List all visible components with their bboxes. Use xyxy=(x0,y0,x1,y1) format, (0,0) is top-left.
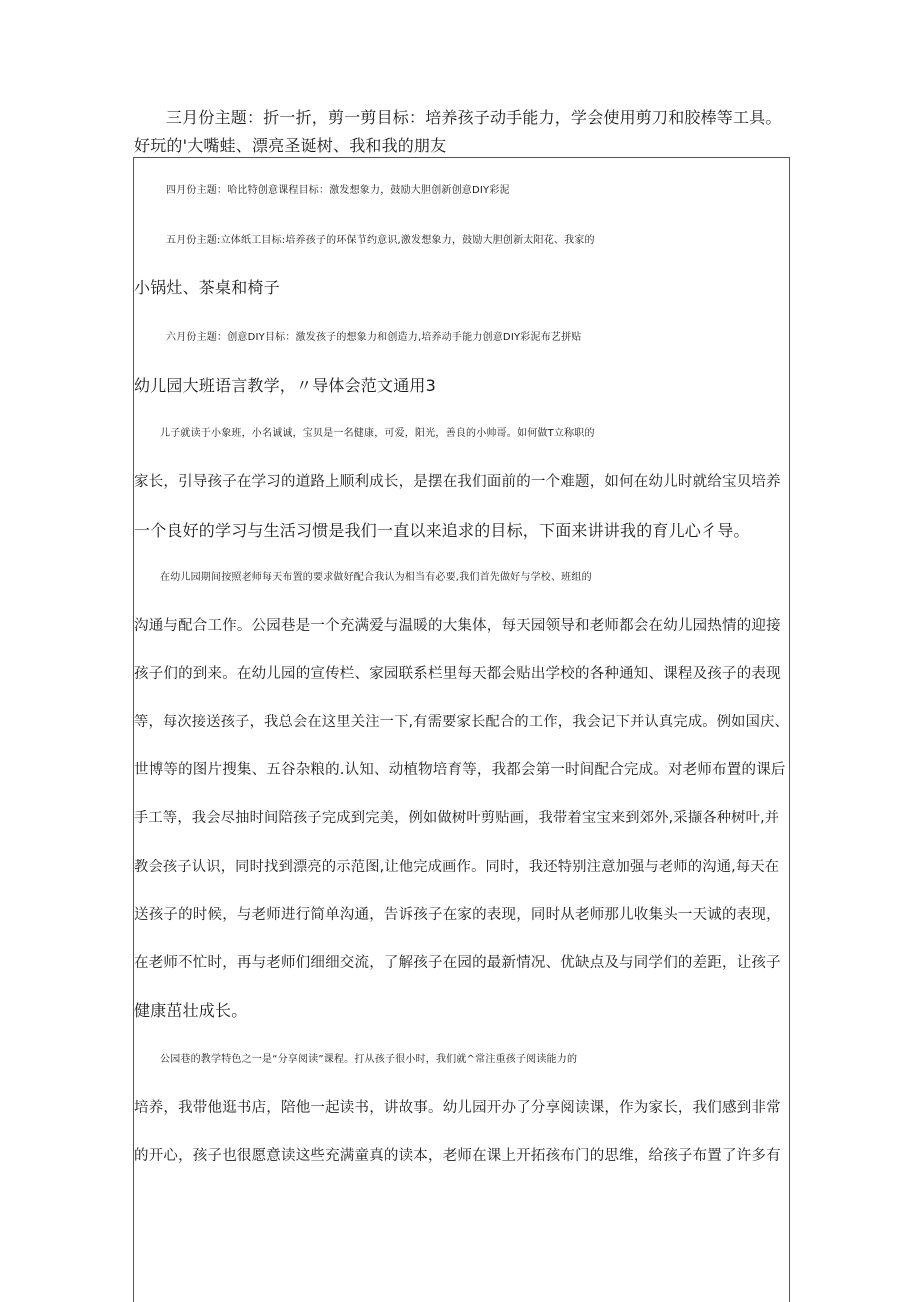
paragraph-cooperation-line-3: 孩子们的到来。在幼儿园的宣传栏、家园联系栏里每天都会贴出学校的各种通知、课程及孩子的表现 xyxy=(134,666,781,682)
paragraph-cooperation-line-10: 健康茁壮成长。 xyxy=(134,1001,248,1020)
paragraph-intro-line-1: 儿子就读于小象班，小名诚诚，宝贝是一名健康，可爱，阳光，善良的小帅哥。如何做T立称职的 xyxy=(160,428,595,439)
paragraph-cooperation-line-2: 沟通与配合工作。公园巷是一个充满爱与温暖的大集体，每天园领导和老师都会在幼儿园热情的迎接 xyxy=(134,618,781,634)
paragraph-april-theme: 四月份主题：哈比特创意课程目标：激发想象力，鼓励大胆创新创意DIY彩泥 xyxy=(166,185,510,196)
bordered-content-frame xyxy=(133,157,790,1302)
paragraph-cooperation-line-6: 手工等，我会尽抽时间陪孩子完成到完美，例如做树叶剪贴画，我带着宝宝来到郊外,采撷各种树叶,并 xyxy=(134,810,780,826)
paragraph-cooperation-line-8: 送孩子的时候，与老师进行简单沟通，告诉孩子在家的表现，同时从老师那儿收集头一天诚的表现， xyxy=(134,907,781,923)
paragraph-june-theme: 六月份主题：创意DIY目标：激发孩子的想象力和创造力,培养动手能力创意DIY彩泥布艺拼贴 xyxy=(166,332,582,343)
paragraph-cooperation-line-1: 在幼儿园期间按照老师每天布置的要求做好配合我认为相当有必要,我们首先做好与学校、班组的 xyxy=(160,572,592,583)
paragraph-intro-line-2: 家长，引导孩子在学习的道路上顺利成长，是摆在我们面前的一个难题，如何在幼儿时就给宝贝培养 xyxy=(134,474,781,490)
paragraph-cooperation-line-4: 等，每次接送孩子，我总会在这里关注一下,有需要家长配合的工作，我会记下并认真完成。例如国庆、 xyxy=(134,714,789,730)
paragraph-cooperation-line-5: 世博等的图片搜集、五谷杂粮的.认知、动植物培育等，我都会第一时间配合完成。对老师布置的课后 xyxy=(134,762,786,778)
paragraph-reading-line-3: 的开心，孩子也很愿意读这些充满童真的读本，老师在课上开拓孩布门的思维，给孩子布置了许多有 xyxy=(134,1148,781,1164)
section-heading: 幼儿园大班语言教学，〃导体会范文通用3 xyxy=(134,376,436,395)
paragraph-march-theme: 三月份主题：折一折，剪一剪目标：培养孩子动手能力，学会使用剪刀和胶棒等工具。好玩的'大嘴蛙、漂亮圣诞树、我和我的朋友 xyxy=(134,108,782,155)
paragraph-reading-line-1: 公园巷的教学特色之一是“分享阅读”课程。打从孩子很小时，我们就^常注重孩子阅读能力的 xyxy=(160,1054,578,1065)
paragraph-intro-line-3: 一个良好的学习与生活习惯是我们一直以来追求的目标，下面来讲讲我的育儿心彳导。 xyxy=(134,521,750,540)
paragraph-cooperation-line-7: 教会孩子认识，同时找到漂亮的示范图,让他完成画作。同时，我还特别注意加强与老师的沟通,每天在 xyxy=(134,859,780,875)
paragraph-may-theme-continued: 小锅灶、茶桌和椅子 xyxy=(134,278,280,297)
paragraph-may-theme: 五月份主题:立体纸工目标:培养孩子的环保节约意识,激发想象力，鼓励大胆创新太阳花、我家的 xyxy=(166,235,595,246)
paragraph-reading-line-2: 培养，我带他逛书店，陪他一起读书，讲故事。幼儿园开办了分享阅读课，作为家长，我们感到非常 xyxy=(134,1100,781,1116)
paragraph-cooperation-line-9: 在老师不忙时，再与老师们细细交流，了解孩子在园的最新情况、优缺点及与同学们的差距，让孩子 xyxy=(134,955,781,971)
